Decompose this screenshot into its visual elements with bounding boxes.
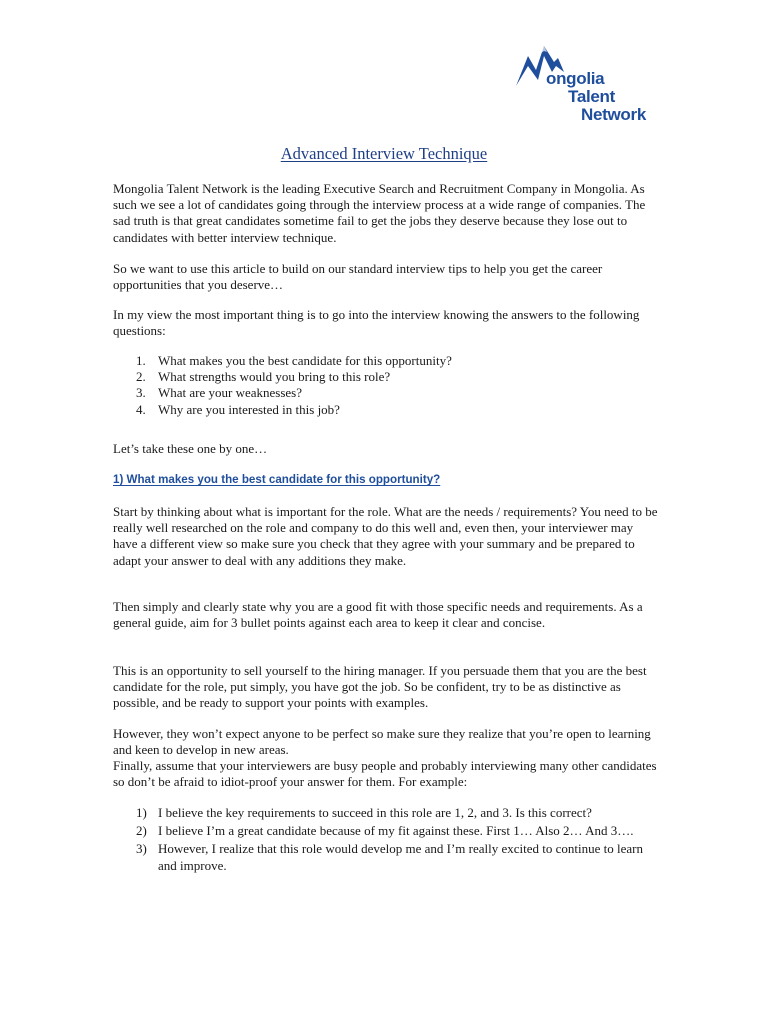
logo-line-talent: Talent <box>568 87 616 106</box>
list-item <box>136 385 656 401</box>
questions-list <box>136 353 656 418</box>
list-item-number: 3. <box>136 385 146 401</box>
finally-paragraph: Finally, assume that your interviewers are busy people and probably interviewing many other candidates so don’t be afraid to idiot-proof your answer for them. For example: <box>113 758 657 790</box>
list-item <box>136 369 656 385</box>
list-item-text: What strengths would you bring to this role? <box>158 369 391 385</box>
list-item-text: What makes you the best candidate for this opportunity? <box>158 353 452 368</box>
logo-line-mongolia: ongolia <box>546 69 605 88</box>
one-by-one-paragraph: Let’s take these one by one… <box>113 441 268 456</box>
research-paragraph: Start by thinking about what is important for the role. What are the needs / requirements? You need to be really well researched on the role and company to do this well and, even then, your interviewer may have a different view so make sure you check that they agree with your summary and be prepared to adapt your answer to deal with any additions they make. <box>113 504 658 568</box>
list-item-number: 2) <box>136 823 147 839</box>
intro-paragraph: Mongolia Talent Network is the leading Executive Search and Recruitment Company in Mongolia. As such we see a lot of candidates going through the interview process at a wide range of companies. The sad truth is that great candidates sometime fail to get the jobs they deserve because they lose out to candidates with better interview technique. <box>113 181 646 245</box>
logo-line-network: Network <box>581 105 646 124</box>
list-item <box>136 402 656 418</box>
list-item-number: 4. <box>136 401 146 417</box>
list-item-number: 3) <box>136 841 147 857</box>
list-item-text: I believe I’m a great candidate because of my fit against these. First 1… Also 2… And 3…. <box>158 823 634 839</box>
list-item-text: However, I realize that this role would develop me and I’m really excited to continue to learn and improve. <box>158 841 643 873</box>
list-item-number: 1. <box>136 353 146 368</box>
list-item-text: I believe the key requirements to succeed in this role are 1, 2, and 3. Is this correct? <box>158 805 592 820</box>
list-item-text: What are your weaknesses? <box>158 385 303 401</box>
list-item-number: 2. <box>136 369 146 385</box>
list-item-number: 1) <box>136 805 147 820</box>
sell-paragraph: This is an opportunity to sell yourself to the hiring manager. If you persuade them that you are the best candidate for the role, put simply, you have got the job. So be confident, try to be as distinctive as possible, and be ready to support your points with examples. <box>113 663 647 711</box>
section-heading-best-candidate: 1) What makes you the best candidate for this opportunity? <box>113 473 441 486</box>
list-item <box>136 805 656 821</box>
examples-list <box>136 805 656 876</box>
view-paragraph: In my view the most important thing is to go into the interview knowing the answers to the following questions: <box>113 307 640 339</box>
fit-paragraph: Then simply and clearly state why you are a good fit with those specific needs and requirements. As a general guide, aim for 3 bullet points against each area to keep it clear and concise. <box>113 599 643 631</box>
list-item <box>136 353 656 369</box>
list-item <box>136 823 656 839</box>
list-item <box>136 841 656 873</box>
purpose-paragraph: So we want to use this article to build on our standard interview tips to help you get the career opportunities that you deserve… <box>113 261 603 293</box>
company-logo <box>514 42 664 124</box>
list-item-text: Why are you interested in this job? <box>158 401 340 417</box>
page-title: Advanced Interview Technique <box>280 144 488 163</box>
learning-paragraph: However, they won’t expect anyone to be perfect so make sure they realize that you’re open to learning and keen to develop in new areas. <box>113 726 651 758</box>
